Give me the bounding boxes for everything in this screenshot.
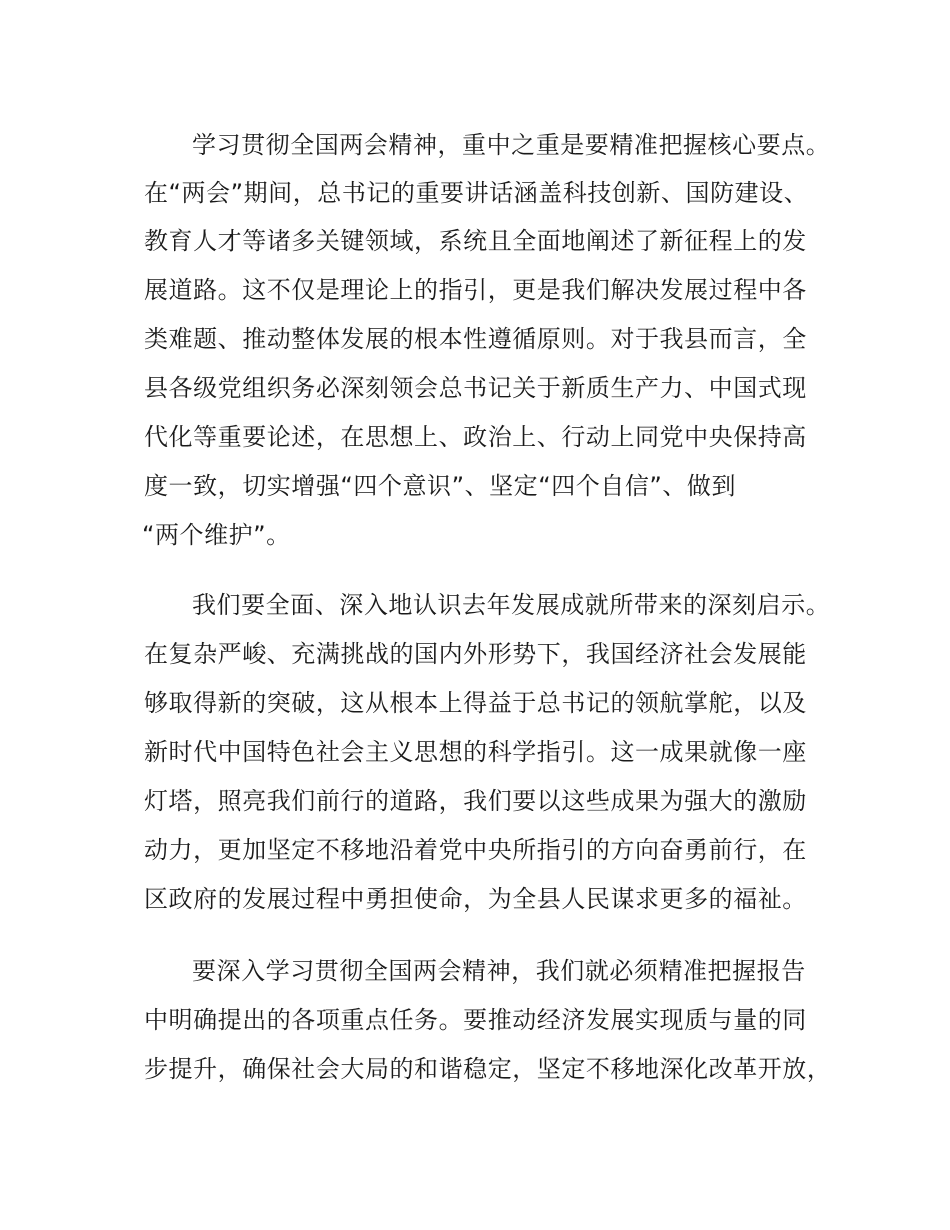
paragraph-line: 够取得新的突破，这从根本上得益于总书记的领航掌舵，以及 — [144, 689, 807, 717]
paragraph-line: 动力，更加坚定不移地沿着党中央所指引的方向奋勇前行，在 — [144, 836, 807, 864]
paragraph-line: 我们要全面、深入地认识去年发展成就所带来的深刻启示。 — [192, 591, 831, 619]
paragraph-line: 在复杂严峻、充满挑战的国内外形势下，我国经济社会发展能 — [144, 640, 807, 668]
paragraph-line: 新时代中国特色社会主义思想的科学指引。这一成果就像一座 — [144, 738, 807, 766]
paragraph-line: 展道路。这不仅是理论上的指引，更是我们解决发展过程中各 — [144, 276, 807, 304]
paragraph-line: 教育人才等诸多关键领域，系统且全面地阐述了新征程上的发 — [144, 227, 807, 255]
paragraph-line: 中明确提出的各项重点任务。要推动经济发展实现质与量的同 — [144, 1006, 807, 1034]
paragraph-line: 区政府的发展过程中勇担使命，为全县人民谋求更多的福祉。 — [144, 885, 807, 913]
paragraph-line: 步提升，确保社会大局的和谐稳定，坚定不移地深化改革开放， — [144, 1055, 832, 1083]
paragraph-line: 度一致，切实增强“四个意识”、坚定“四个自信”、做到 — [144, 472, 737, 500]
paragraph-line: 类难题、推动整体发展的根本性遵循原则。对于我县而言，全 — [144, 325, 807, 353]
paragraph-line: 代化等重要论述，在思想上、政治上、行动上同党中央保持高 — [144, 423, 807, 451]
paragraph-line: 县各级党组织务必深刻领会总书记关于新质生产力、中国式现 — [144, 374, 807, 402]
paragraph-line: 在“两会”期间，总书记的重要讲话涵盖科技创新、国防建设、 — [144, 179, 809, 207]
paragraph-line: “两个维护”。 — [142, 521, 291, 549]
paragraph-line: 学习贯彻全国两会精神，重中之重是要精准把握核心要点。 — [192, 131, 831, 159]
paragraph-line: 要深入学习贯彻全国两会精神，我们就必须精准把握报告 — [192, 957, 806, 985]
paragraph-line: 灯塔，照亮我们前行的道路，我们要以这些成果为强大的激励 — [144, 787, 807, 815]
